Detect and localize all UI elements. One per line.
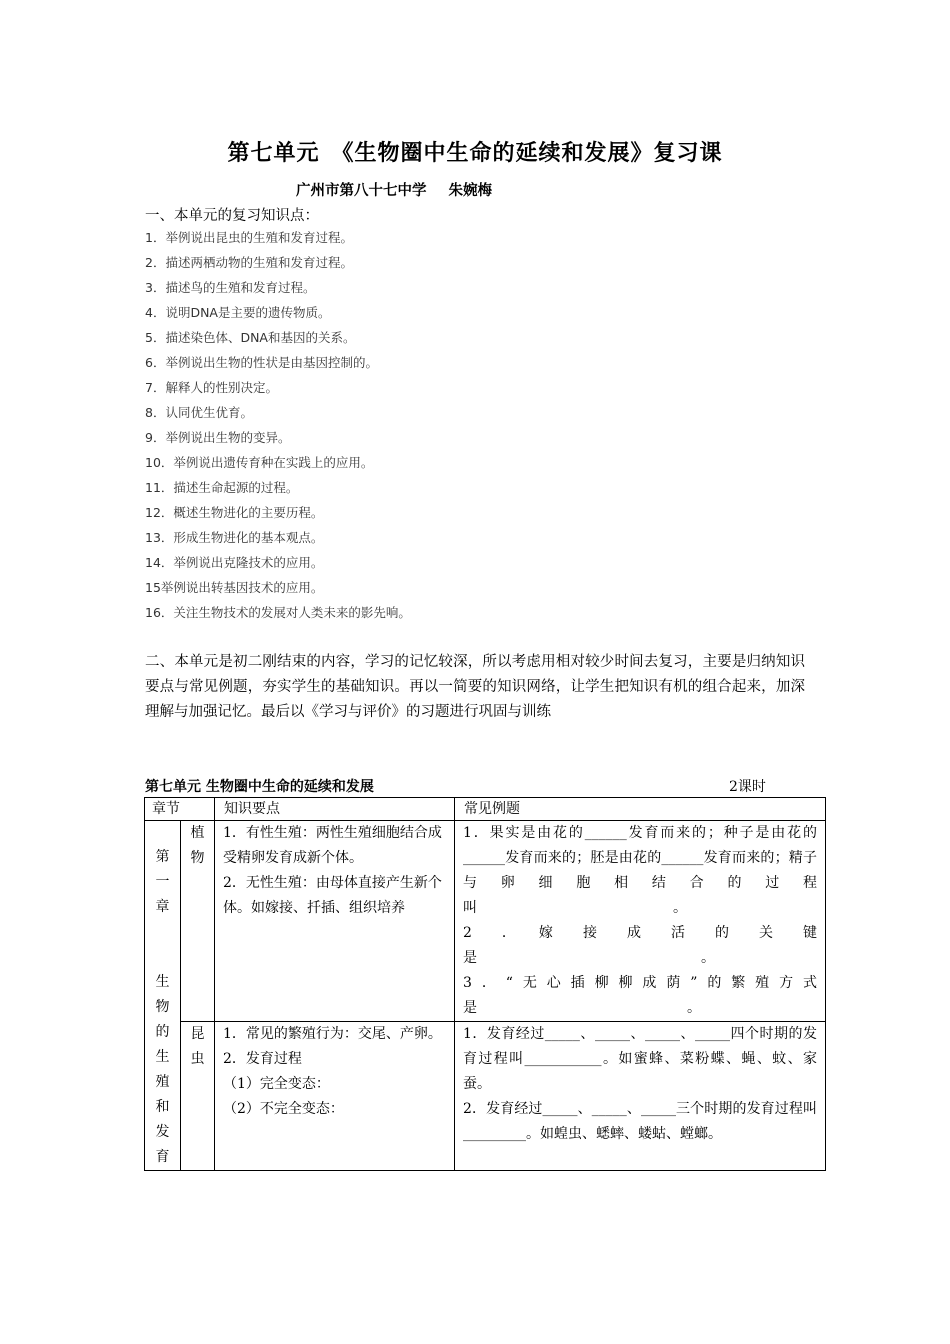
review-table <box>144 797 831 1171</box>
table-caption-title: 第七单元 生物圈中生命的延续和发展 <box>145 779 374 795</box>
author-name: 朱婉梅 <box>448 182 492 199</box>
list-item: 3．描述鸟的生殖和发育过程。 <box>145 280 316 295</box>
list-item: 5．描述染色体、DNA和基因的关系。 <box>145 330 356 345</box>
list-item: 1．举例说出昆虫的生殖和发育过程。 <box>145 230 353 245</box>
table-row <box>145 821 826 1022</box>
chapter-char: 的 <box>155 1024 170 1040</box>
list-item: 15举例说出转基因技术的应用。 <box>145 580 324 595</box>
author-school: 广州市第八十七中学 <box>296 182 427 199</box>
chapter-cell <box>145 821 181 1171</box>
knowledge-cell: 1．有性生殖：两性生殖细胞结合成受精卵发育成新个体。 2．无性生殖：由母体直接产生新个体。如嫁接、扦插、组织培养 <box>215 821 455 1022</box>
list-item: 7．解释人的性别决定。 <box>145 380 278 395</box>
list-item: 4．说明DNA是主要的遗传物质。 <box>145 305 331 320</box>
knowledge-cell: 1．常见的繁殖行为：交尾、产卵。 2．发育过程 （1）完全变态： （2）不完全变态： <box>215 1022 455 1171</box>
list-item: 8．认同优生优育。 <box>145 405 253 420</box>
chapter-char: 第 <box>155 849 170 865</box>
section1-heading: 一、本单元的复习知识点： <box>145 208 319 224</box>
header-knowledge: 知识要点 <box>215 798 455 821</box>
table-header-row <box>145 798 826 821</box>
list-item: 16．关注生物技术的发展对人类未来的影先响。 <box>145 605 411 620</box>
list-item: 12．概述生物进化的主要历程。 <box>145 505 324 520</box>
list-item: 13．形成生物进化的基本观点。 <box>145 530 324 545</box>
list-item: 2．描述两栖动物的生殖和发育过程。 <box>145 255 353 270</box>
chapter-char: 育 <box>155 1149 170 1165</box>
page-title: 第七单元 《生物圈中生命的延续和发展》复习课 <box>227 140 723 166</box>
author-line <box>296 179 492 200</box>
header-chapter: 章节 <box>145 798 215 821</box>
header-examples: 常见例题 <box>455 798 826 821</box>
chapter-char: 生 <box>155 974 170 990</box>
table-row <box>145 1022 826 1171</box>
chapter-char: 一 <box>155 874 170 890</box>
chapter-char: 和 <box>155 1099 170 1115</box>
chapter-char: 生 <box>155 1049 170 1065</box>
examples-cell: 1．果实是由花的______发育而来的；种子是由花的______发育而来的；胚是由花的______发育而来的；精子与卵细胞相结合的过程叫 。 2 ． 嫁 接 成 活 的 关 键 是 。 3．“无心插柳柳成荫”的繁殖方式是 。 <box>455 821 826 1022</box>
chapter-char: 发 <box>155 1124 170 1140</box>
chapter-char: 章 <box>155 899 170 915</box>
chapter-char: 物 <box>155 999 170 1015</box>
list-item: 6．举例说出生物的性状是由基因控制的。 <box>145 355 378 370</box>
list-item: 10．举例说出遗传育种在实践上的应用。 <box>145 455 374 470</box>
section2-paragraph: 二、本单元是初二刚结束的内容，学习的记忆较深，所以考虑用相对较少时间去复习，主要是归纳知识要点与常见例题，夯实学生的基础知识。再以一简要的知识网络，让学生把知识有机的组合起来，加深理解与加强记忆。最后以《学习与评价》的习题进行巩固与训练 <box>145 654 805 720</box>
chapter-char: 殖 <box>155 1074 170 1090</box>
sub-section-plants: 植 物 <box>181 821 215 1022</box>
list-item: 9．举例说出生物的变异。 <box>145 430 291 445</box>
list-item: 11．描述生命起源的过程。 <box>145 480 299 495</box>
list-item: 14．举例说出克隆技术的应用。 <box>145 555 324 570</box>
table-caption-hours: 2课时 <box>729 779 766 795</box>
sub-section-insects: 昆 虫 <box>181 1022 215 1171</box>
knowledge-points-list <box>145 229 411 629</box>
examples-cell: 1．发育经过_____、_____、_____、_____四个时期的发育过程叫___________。如蜜蜂、菜粉蝶、蝇、蚊、家蚕。 2．发育经过_____、_____、_____三个时期的发育过程叫_________。如蝗虫、蟋蟀、蝼蛄、螳螂。 <box>455 1022 826 1171</box>
